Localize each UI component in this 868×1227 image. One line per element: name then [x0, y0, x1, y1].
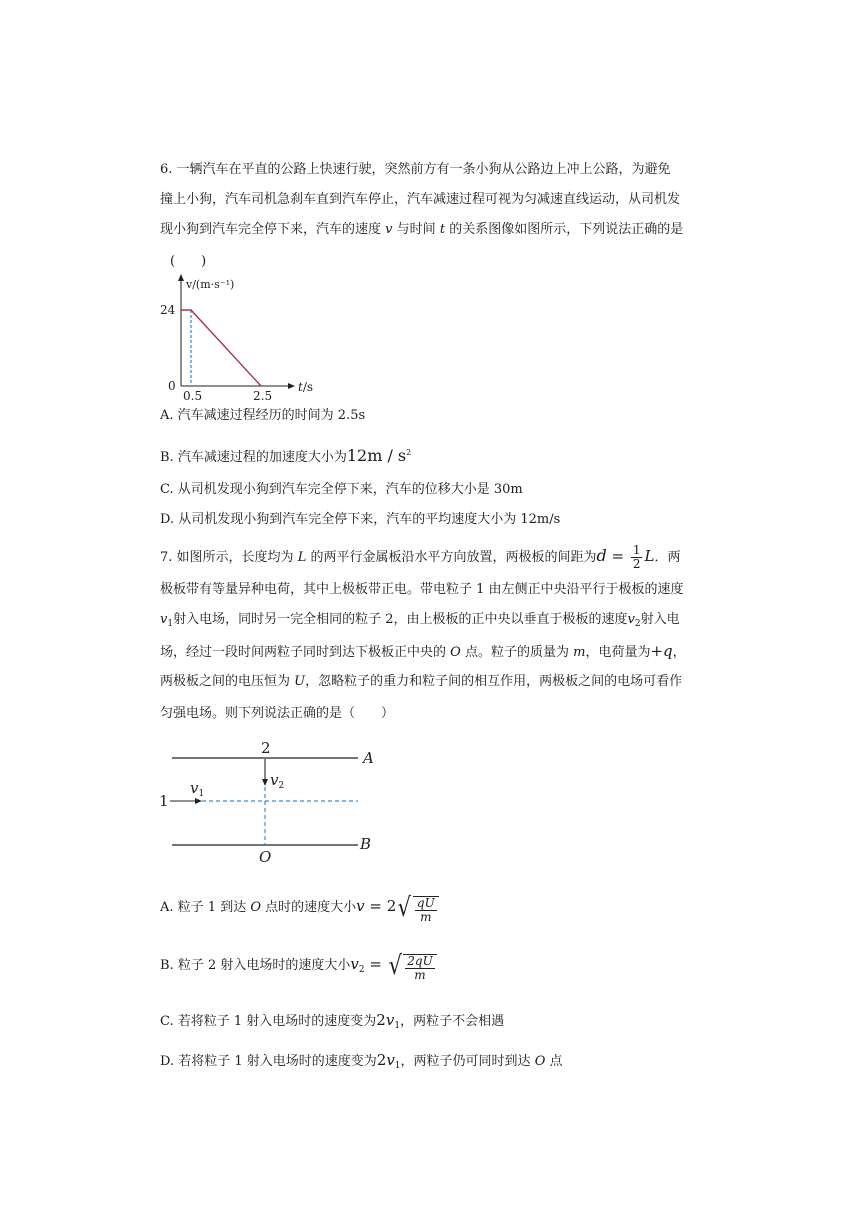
q6-option-a: A. 汽车减速过程经历的时间为 2.5s [160, 408, 366, 423]
y-axis-arrow [178, 274, 184, 281]
velocity-time-graph [150, 270, 330, 405]
q6-stem-line-3: 现小狗到汽车完全停下来，汽车的速度 v 与时间 t 的关系图像如图所示，下列说法正确的是 [160, 222, 684, 237]
label-v2: $v_2$ [270, 771, 285, 791]
q7-option-c: C. 若将粒子 1 射入电场时的速度变为$2v_1$，两粒子不会相遇 [160, 1011, 505, 1031]
q7-option-d: D. 若将粒子 1 射入电场时的速度变为$2v_1$，两粒子仍可同时到达 O 点 [160, 1051, 563, 1071]
q6-answer-paren: ( ) [170, 254, 207, 269]
q7-stem-line-6: 匀强电场。则下列说法正确的是（ ） [160, 706, 395, 721]
q7-stem-line-1: 7. 如图所示，长度均为 L 的两平行金属板沿水平方向放置，两极板的间距为d = $\frac{1}{2}$ L．两 [160, 543, 681, 571]
q6-option-c: C. 从司机发现小狗到汽车完全停下来，汽车的位移大小是 30m [160, 482, 523, 497]
x-tick-2.5: 2.5 [253, 389, 273, 403]
x-axis-label: t/s [298, 380, 314, 394]
particle-2-arrowhead [262, 779, 268, 786]
q6-option-b: B. 汽车减速过程的加速度大小为$12m / s^2$ [160, 446, 412, 465]
label-b: B [360, 835, 372, 853]
q7-option-a: A. 粒子 1 到达 O 点时的速度大小v = 2 √ $\frac{qU}{m}$ [160, 888, 439, 928]
q7-stem-line-5: 两极板之间的电压恒为 U，忽略粒子的重力和粒子间的相互作用，两极板之间的电场可看作 [160, 674, 683, 689]
label-a: A [363, 749, 374, 767]
q7-stem-line-2: 极板带有等量异种电荷，其中上极板带正电。带电粒子 1 由左侧正中央沿平行于极板的速度 [160, 582, 684, 597]
label-1: 1 [159, 792, 169, 810]
q7-option-b: B. 粒子 2 射入电场时的速度大小$v_2$ = √ $\frac{2qU}{m}$ [160, 946, 437, 986]
y-tick-24: 24 [160, 303, 176, 317]
q6-stem-line-1: 6. 一辆汽车在平直的公路上快速行驶，突然前方有一条小狗从公路边上冲上公路，为避免 [160, 162, 671, 177]
parallel-plates-diagram [150, 735, 390, 870]
x-axis-arrow [288, 383, 295, 389]
x-tick-0.5: 0.5 [183, 389, 203, 403]
y-axis-label: v/(m·s⁻¹) [186, 278, 235, 291]
q7-stem-line-4: 场，经过一段时间两粒子同时到达下极板正中央的 O 点。粒子的质量为 m，电荷量为+q， [160, 642, 686, 660]
q7-stem-line-3: $v_1$射入电场，同时另一完全相同的粒子 2，由上极板的正中央以垂直于极板的速度$v_2$射入电 [160, 612, 680, 629]
label-o: O [259, 848, 272, 866]
label-v1: $v_1$ [190, 779, 205, 799]
label-2: 2 [261, 739, 271, 757]
q6-option-d: D. 从司机发现小狗到汽车完全停下来，汽车的平均速度大小为 12m/s [160, 512, 561, 527]
q6-stem-line-2: 撞上小狗，汽车司机急刹车直到汽车停止，汽车减速过程可视为匀减速直线运动，从司机发 [160, 192, 681, 207]
velocity-series-line [181, 310, 261, 386]
origin-label: 0 [168, 379, 176, 393]
